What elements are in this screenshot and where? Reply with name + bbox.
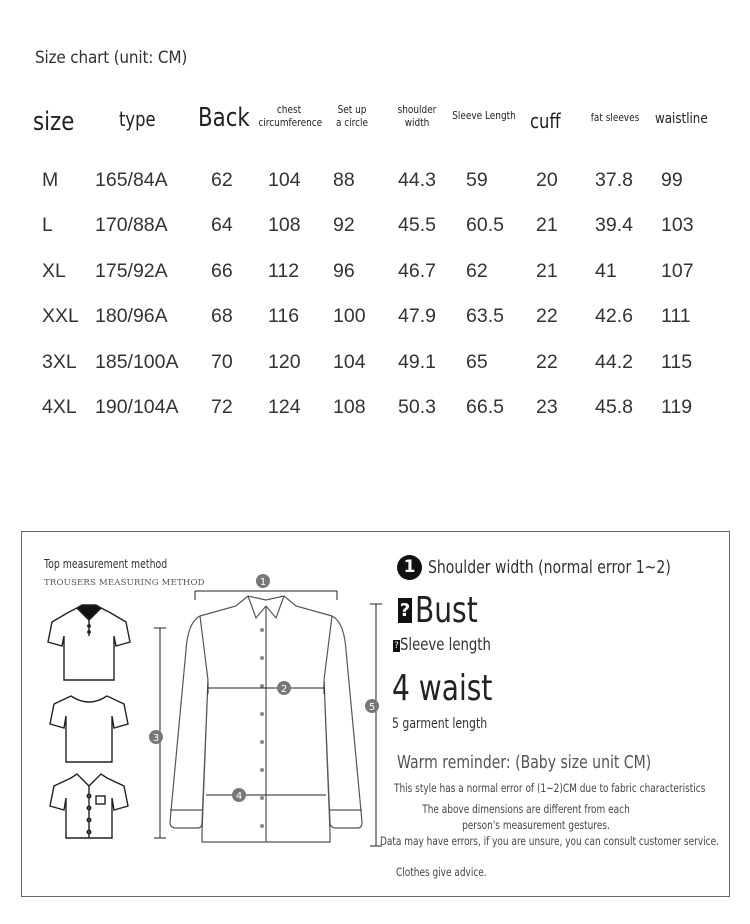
legend-waist: 4 waist bbox=[392, 668, 493, 709]
table-cell: 119 bbox=[661, 396, 693, 418]
table-cell: 88 bbox=[333, 169, 355, 191]
tshirt-icon bbox=[50, 696, 128, 762]
table-cell: 70 bbox=[211, 350, 233, 373]
legend-garment-length: 5 garment length bbox=[392, 716, 488, 732]
table-cell: 103 bbox=[661, 214, 694, 237]
header-sleeve: Sleeve Length bbox=[452, 110, 516, 122]
table-cell: 92 bbox=[333, 214, 355, 237]
table-cell: 45.5 bbox=[398, 214, 436, 237]
header-setup-circle: Set up a circle bbox=[335, 104, 369, 130]
legend-bust: Bust bbox=[415, 590, 478, 631]
table-cell: 21 bbox=[536, 259, 558, 282]
method-title: Top measurement method bbox=[44, 557, 168, 571]
table-cell: 120 bbox=[268, 350, 301, 373]
table-cell: 59 bbox=[466, 169, 488, 191]
table-cell: L bbox=[42, 214, 53, 237]
table-cell: 23 bbox=[536, 396, 558, 418]
table-cell: 100 bbox=[333, 305, 366, 328]
reminder-line-4: Data may have errors, if you are unsure, you can consult customer service. bbox=[380, 834, 719, 848]
legend-3-glyph: ? bbox=[394, 641, 399, 651]
table-cell: 165/84A bbox=[95, 169, 168, 191]
header-fat-sleeves: fat sleeves bbox=[590, 112, 640, 124]
table-cell: 22 bbox=[536, 305, 558, 328]
table-cell: 62 bbox=[211, 169, 233, 191]
table-cell: 63.5 bbox=[466, 305, 504, 328]
table-cell: 4XL bbox=[42, 396, 77, 418]
reminder-line-5: Clothes give advice. bbox=[396, 865, 487, 879]
table-cell: 49.1 bbox=[398, 350, 436, 373]
table-cell: 46.7 bbox=[398, 259, 436, 282]
table-cell: 185/100A bbox=[95, 350, 179, 373]
legend-2-glyph: ? bbox=[399, 600, 411, 621]
header-chest: chest circumference bbox=[258, 104, 323, 130]
reminder-line-3: person's measurement gestures. bbox=[462, 818, 610, 832]
legend-shoulder-width: Shoulder width (normal error 1~2) bbox=[428, 557, 671, 578]
table-cell: 42.6 bbox=[595, 305, 633, 328]
table-cell: 21 bbox=[536, 214, 558, 237]
table-cell: 180/96A bbox=[95, 305, 168, 328]
header-back: Back bbox=[198, 103, 250, 133]
table-row bbox=[0, 305, 750, 335]
table-cell: 116 bbox=[268, 305, 300, 328]
svg-text:4: 4 bbox=[235, 791, 243, 802]
table-cell: 44.3 bbox=[398, 169, 436, 191]
table-row bbox=[0, 169, 750, 199]
header-size: size bbox=[33, 107, 75, 137]
table-cell: 3XL bbox=[42, 350, 77, 373]
table-cell: 107 bbox=[661, 259, 694, 282]
reminder-title: Warm reminder: (Baby size unit CM) bbox=[397, 752, 652, 773]
table-cell: 175/92A bbox=[95, 259, 168, 282]
table-row bbox=[0, 214, 750, 244]
table-cell: 108 bbox=[268, 214, 301, 237]
table-cell: 22 bbox=[536, 350, 558, 373]
table-cell: 50.3 bbox=[398, 396, 436, 418]
table-cell: 170/88A bbox=[95, 214, 168, 237]
table-cell: 44.2 bbox=[595, 350, 633, 373]
table-cell: 60.5 bbox=[466, 214, 504, 237]
legend-1-badge: 1 bbox=[397, 555, 422, 580]
table-cell: XXL bbox=[42, 305, 79, 328]
table-cell: 99 bbox=[661, 169, 683, 191]
reminder-line-2: The above dimensions are different from each bbox=[422, 802, 630, 816]
table-cell: M bbox=[42, 169, 59, 191]
method-subtitle: TROUSERS MEASURING METHOD bbox=[44, 578, 205, 588]
table-row bbox=[0, 396, 750, 426]
svg-text:3: 3 bbox=[152, 733, 160, 744]
table-cell: 47.9 bbox=[398, 305, 436, 328]
table-cell: 20 bbox=[536, 169, 558, 191]
table-cell: 108 bbox=[333, 396, 366, 418]
table-cell: 68 bbox=[211, 305, 233, 328]
header-shoulder: shoulder width bbox=[397, 104, 437, 130]
table-row bbox=[0, 260, 750, 290]
table-cell: XL bbox=[42, 259, 66, 282]
table-cell: 124 bbox=[268, 396, 301, 418]
svg-text:1: 1 bbox=[259, 577, 267, 588]
table-cell: 112 bbox=[268, 259, 300, 282]
shirt-measurement-diagram bbox=[140, 570, 390, 855]
table-cell: 111 bbox=[661, 305, 691, 328]
header-waistline: waistline bbox=[655, 111, 708, 127]
button-shirt-icon bbox=[50, 774, 128, 838]
table-cell: 39.4 bbox=[595, 214, 633, 237]
table-cell: 65 bbox=[466, 350, 488, 373]
table-cell: 72 bbox=[211, 396, 233, 418]
header-type: type bbox=[119, 107, 156, 131]
legend-sleeve-length: Sleeve length bbox=[400, 635, 491, 655]
table-cell: 66 bbox=[211, 259, 233, 282]
table-cell: 104 bbox=[333, 350, 366, 373]
garment-icons bbox=[44, 600, 134, 840]
table-row bbox=[0, 351, 750, 381]
table-cell: 104 bbox=[268, 169, 301, 191]
table-cell: 66.5 bbox=[466, 396, 504, 418]
polo-shirt-icon bbox=[48, 605, 130, 680]
table-cell: 37.8 bbox=[595, 169, 633, 191]
size-chart-title: Size chart (unit: CM) bbox=[35, 48, 188, 68]
svg-text:2: 2 bbox=[280, 684, 288, 695]
table-cell: 115 bbox=[661, 350, 693, 373]
header-cuff: cuff bbox=[530, 109, 561, 133]
table-cell: 62 bbox=[466, 259, 488, 282]
table-cell: 45.8 bbox=[595, 396, 633, 418]
reminder-line-1: This style has a normal error of (1~2)CM due to fabric characteristics bbox=[394, 781, 706, 795]
table-cell: 64 bbox=[211, 214, 233, 237]
table-cell: 190/104A bbox=[95, 396, 179, 418]
table-cell: 96 bbox=[333, 259, 355, 282]
table-cell: 41 bbox=[595, 259, 617, 282]
svg-text:5: 5 bbox=[368, 702, 376, 713]
